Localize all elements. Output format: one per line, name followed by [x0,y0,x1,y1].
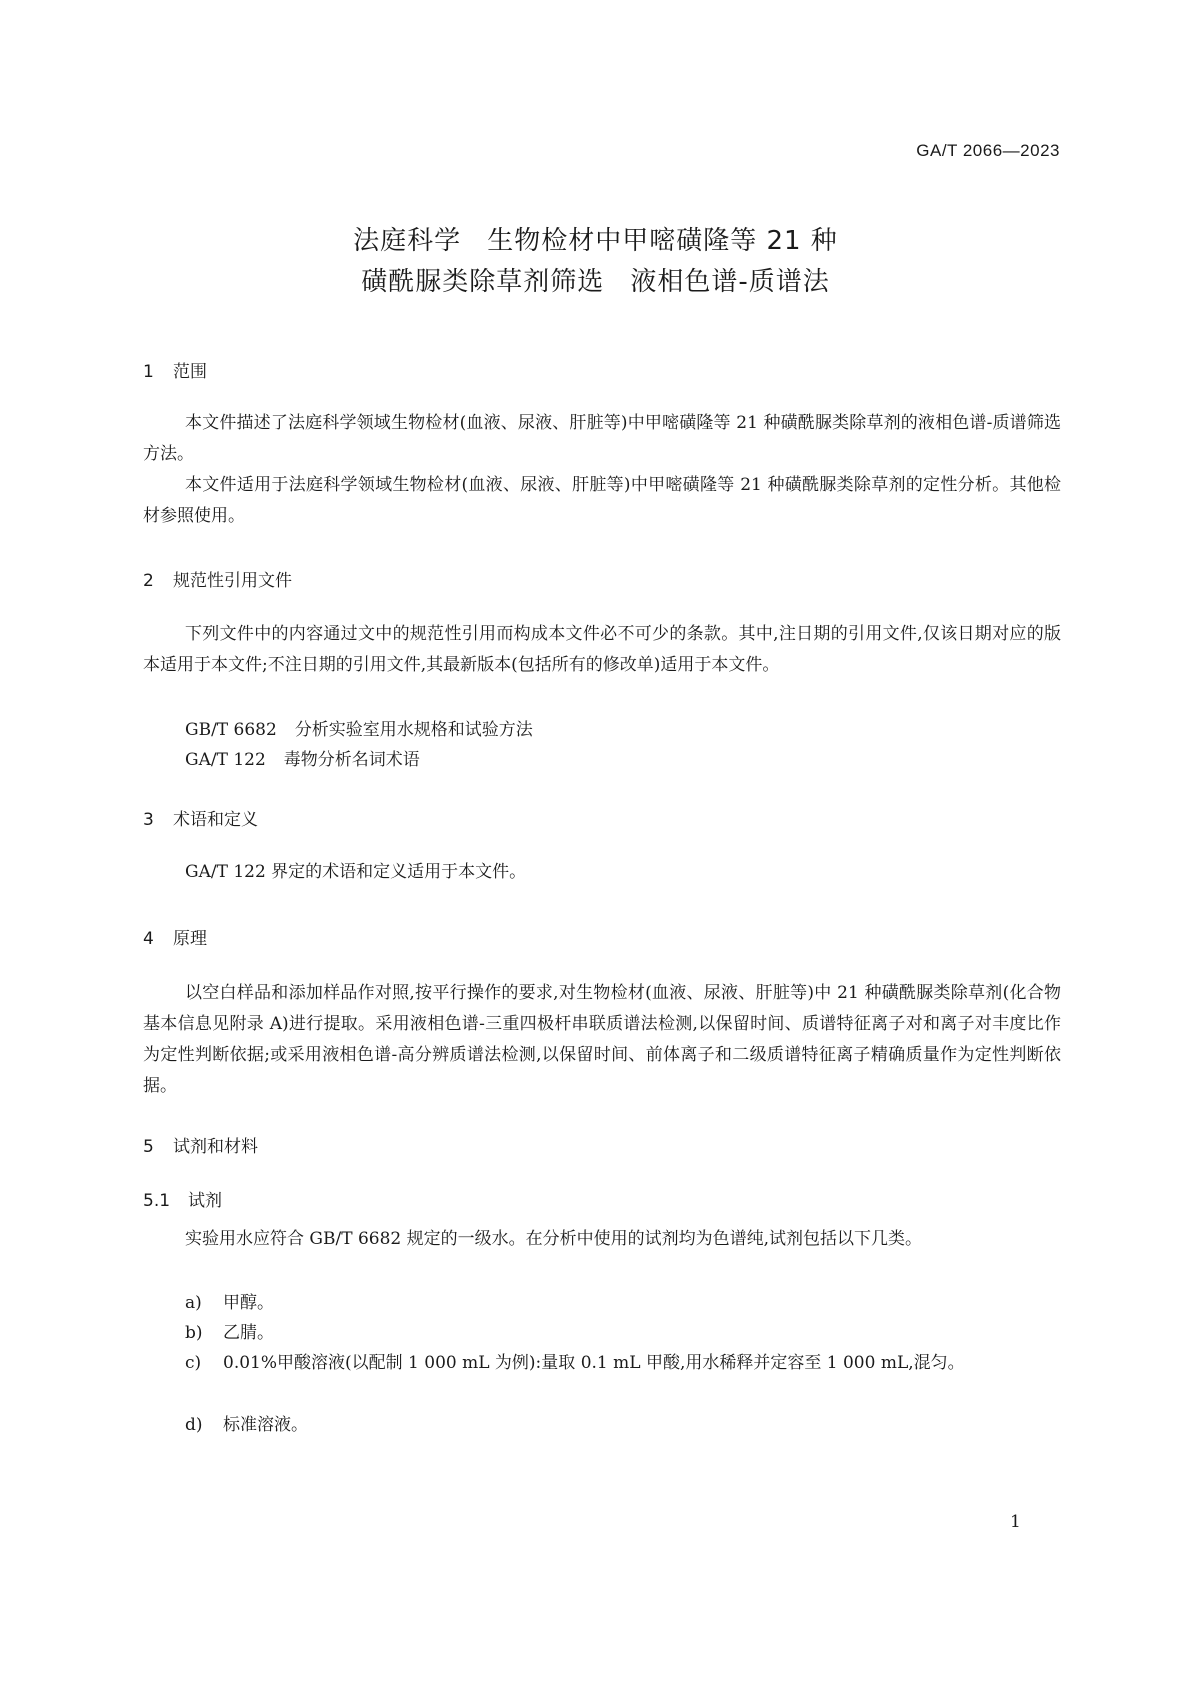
section-1-paragraph-1: 本文件描述了法庭科学领域生物检材(血液、尿液、肝脏等)中甲嘧磺隆等 21 种磺酰脲类除草剂的液相色谱-质谱筛选方法。 [143,413,1061,464]
title-main-2: 磺酰脲类除草剂筛选 [361,267,605,297]
list-text: 乙腈。 [223,1323,274,1343]
section-title: 试剂 [188,1191,222,1211]
reference-title: 分析实验室用水规格和试验方法 [294,720,533,740]
section-number: 5.1 [143,1191,171,1211]
title-method: 液相色谱-质谱法 [630,267,830,297]
section-5-heading [143,1132,258,1157]
list-item [185,1288,1061,1319]
document-title-line-2 [0,259,1191,305]
section-2-paragraph-1: 下列文件中的内容通过文中的规范性引用而构成本文件必不可少的条款。其中,注日期的引用文件,仅该日期对应的版本适用于本文件;不注日期的引用文件,其最新版本(包括所有的修改单)适用于本文件。 [143,624,1061,675]
section-2-heading [143,566,292,591]
section-number: 3 [143,810,154,830]
section-4-paragraph-1: 以空白样品和添加样品作对照,按平行操作的要求,对生物检材(血液、尿液、肝脏等)中 21 种磺酰脲类除草剂(化合物基本信息见附录 A)进行提取。采用液相色谱-三重四极杆串联质谱法检测,以保留时间、质谱特征离子对和离子对丰度比作为定性判断依据;或采用液相色谱-高分辨质谱法检测,以保留时间、前体离子和二级质谱特征离子精确质量作为定性判断依据。 [143,983,1061,1096]
section-3-heading [143,805,258,830]
section-title: 术语和定义 [173,810,258,830]
document-title-line-1 [0,218,1191,264]
title-prefix: 法庭科学 [353,226,462,256]
list-item [185,1410,1061,1441]
page-number: 1 [1010,1512,1021,1532]
section-4-heading [143,924,207,949]
section-3-paragraph-1: GA/T 122 界定的术语和定义适用于本文件。 [185,862,527,882]
section-number: 2 [143,571,154,591]
standard-code: GA/T 2066—2023 [916,141,1060,160]
list-text: 0.01%甲酸溶液(以配制 1 000 mL 为例):量取 0.1 mL 甲酸,用水稀释并定容至 1 000 mL,混匀。 [223,1353,965,1373]
list-marker: c) [185,1353,202,1373]
section-5-1-paragraph-1: 实验用水应符合 GB/T 6682 规定的一级水。在分析中使用的试剂均为色谱纯,试剂包括以下几类。 [185,1229,923,1249]
list-text: 标准溶液。 [223,1415,308,1435]
list-marker: b) [185,1323,203,1343]
section-title: 规范性引用文件 [173,571,292,591]
list-item [185,1318,1061,1349]
section-5-1-heading [143,1186,222,1211]
section-number: 1 [143,362,154,382]
section-1-paragraph-2: 本文件适用于法庭科学领域生物检材(血液、尿液、肝脏等)中甲嘧磺隆等 21 种磺酰脲类除草剂的定性分析。其他检材参照使用。 [143,475,1061,526]
section-title: 原理 [173,929,207,949]
list-marker: d) [185,1415,203,1435]
reference-code: GA/T 122 [185,750,266,770]
title-main-1: 生物检材中甲嘧磺隆等 21 种 [487,226,838,256]
reference-code: GB/T 6682 [185,720,277,740]
section-number: 5 [143,1137,154,1157]
list-item [185,1348,1061,1379]
list-text: 甲醇。 [223,1293,274,1313]
list-marker: a) [185,1293,202,1313]
normative-reference [185,715,533,740]
section-number: 4 [143,929,154,949]
section-title: 试剂和材料 [173,1137,258,1157]
section-1-heading [143,357,207,382]
reference-title: 毒物分析名词术语 [283,750,420,770]
section-title: 范围 [173,362,207,382]
normative-reference [185,745,420,770]
